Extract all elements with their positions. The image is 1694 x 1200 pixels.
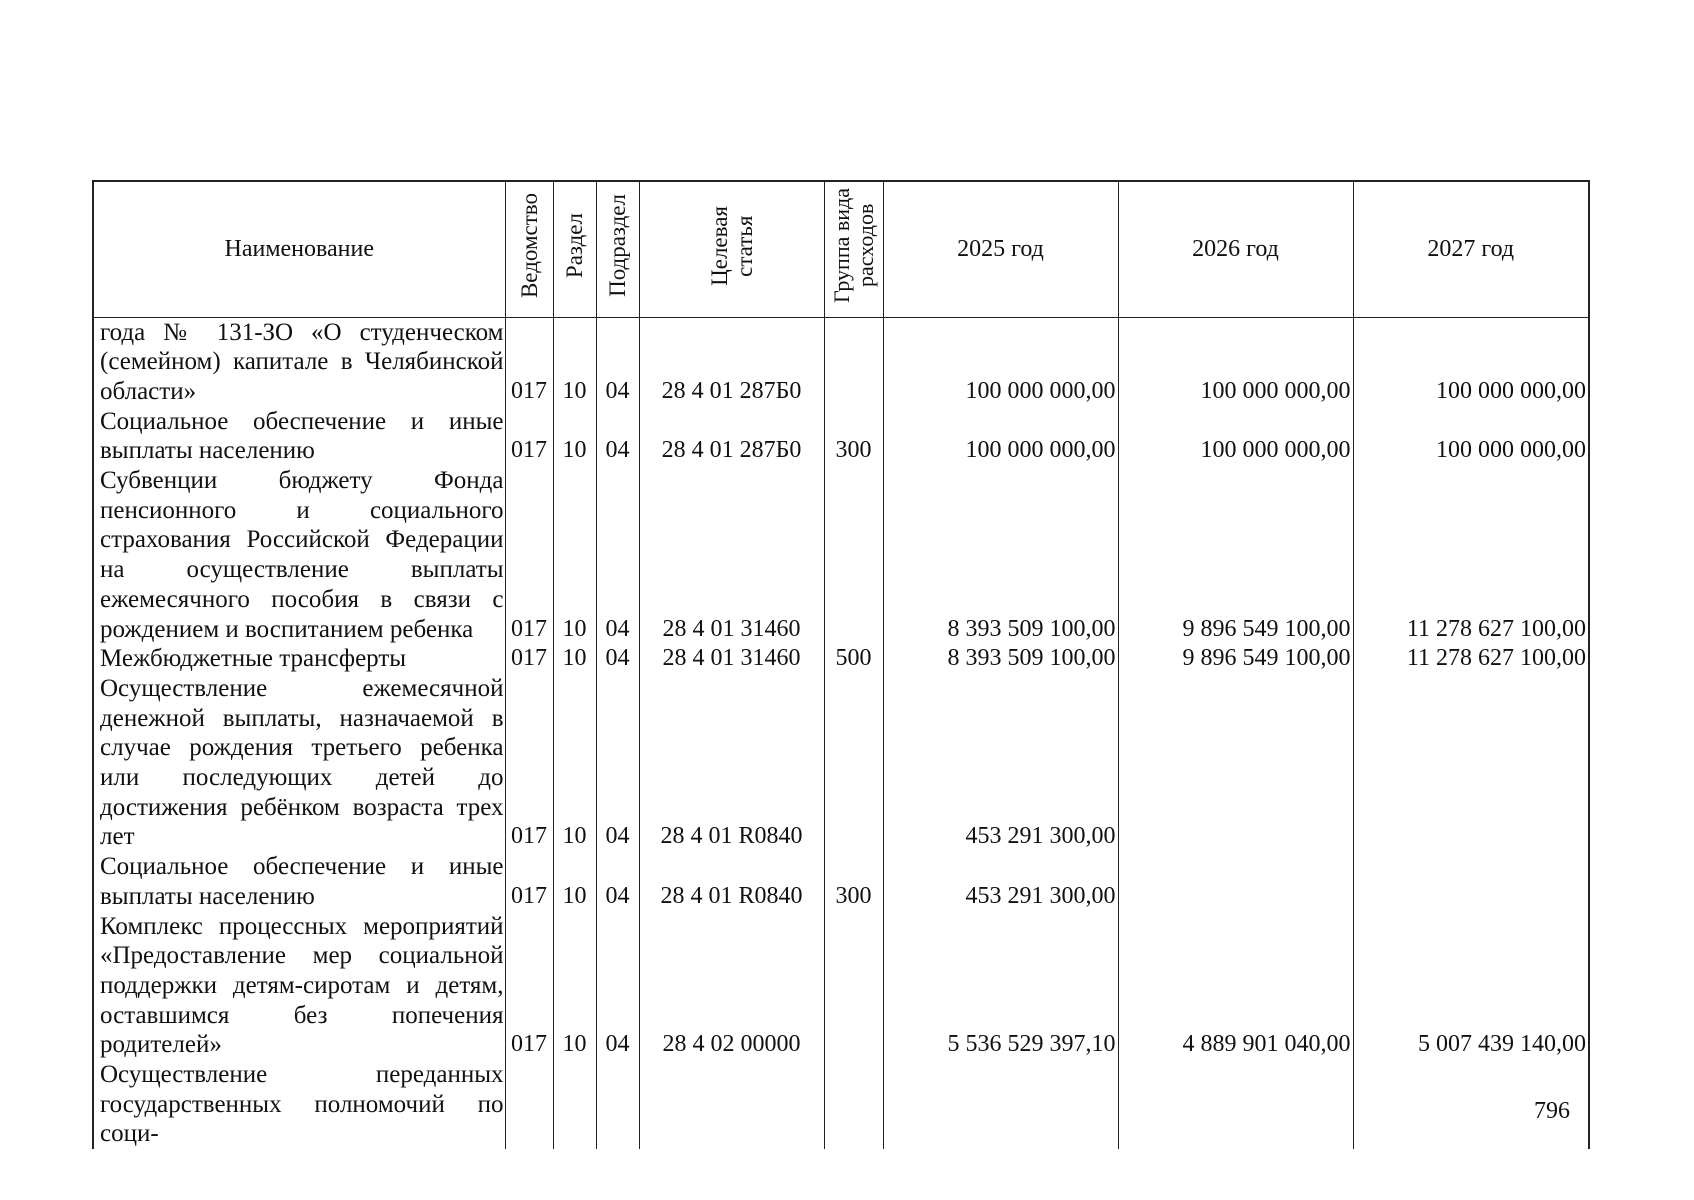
cell-amount-2026: 9 896 549 100,00: [1118, 644, 1353, 674]
header-section: Раздел: [553, 181, 596, 317]
table-row: [93, 317, 1589, 407]
cell-expense-group: 500: [824, 644, 883, 674]
cell-expense-group: 300: [824, 407, 883, 466]
cell-amount-2025: 8 393 509 100,00: [883, 644, 1118, 674]
cell-department: [505, 1060, 553, 1149]
cell-expense-group: [824, 317, 883, 407]
cell-section: 10: [553, 466, 596, 644]
cell-amount-2027: 11 278 627 100,00: [1353, 644, 1589, 674]
header-target-article: Целевая статья: [639, 181, 824, 317]
cell-target-article: 28 4 01 31460: [639, 466, 824, 644]
table-row: [93, 912, 1589, 1061]
cell-amount-2025: 100 000 000,00: [883, 407, 1118, 466]
cell-amount-2027: 11 278 627 100,00: [1353, 466, 1589, 644]
cell-target-article: 28 4 01 31460: [639, 644, 824, 674]
cell-target-article: 28 4 01 287Б0: [639, 407, 824, 466]
cell-section: 10: [553, 317, 596, 407]
cell-amount-2027: [1353, 852, 1589, 911]
table-row: [93, 852, 1589, 911]
cell-department: 017: [505, 852, 553, 911]
cell-name: Осуществление ежемесячной денежной выплаты, назначаемой в случае рождения третьего ребенка или последующих детей до достижения ребёнком возраста трех лет: [93, 674, 505, 852]
cell-section: 10: [553, 674, 596, 852]
cell-department: 017: [505, 317, 553, 407]
cell-section: 10: [553, 407, 596, 466]
cell-amount-2027: 100 000 000,00: [1353, 407, 1589, 466]
cell-amount-2026: [1118, 852, 1353, 911]
header-department: Ведомство: [505, 181, 553, 317]
header-year-2026: 2026 год: [1118, 181, 1353, 317]
cell-department: 017: [505, 466, 553, 644]
cell-target-article: 28 4 01 R0840: [639, 852, 824, 911]
cell-section: 10: [553, 852, 596, 911]
cell-name: Осуществление переданных государственных полномочий по соци-: [93, 1060, 505, 1149]
cell-name: Комплекс процессных мероприятий «Предоставление мер социальной поддержки детям-сиротам и детям, оставшимся без попечения родителей»: [93, 912, 505, 1061]
cell-expense-group: [824, 674, 883, 852]
cell-amount-2026: 4 889 901 040,00: [1118, 912, 1353, 1061]
cell-name: Межбюджетные трансферты: [93, 644, 505, 674]
cell-amount-2027: 100 000 000,00: [1353, 317, 1589, 407]
header-expense-group: Группа вида расходов: [824, 181, 883, 317]
cell-subsection: 04: [596, 317, 639, 407]
cell-subsection: [596, 1060, 639, 1149]
page-number: 796: [1534, 1098, 1570, 1124]
cell-name: года № 131-ЗО «О студенческом (семейном) капитале в Челябинской области»: [93, 317, 505, 407]
cell-name: Социальное обеспечение и иные выплаты населению: [93, 852, 505, 911]
cell-amount-2026: [1118, 674, 1353, 852]
table-row: [93, 644, 1589, 674]
cell-expense-group: [824, 1060, 883, 1149]
table-row: [93, 1060, 1589, 1149]
header-year-2025: 2025 год: [883, 181, 1118, 317]
cell-department: 017: [505, 407, 553, 466]
cell-amount-2025: 100 000 000,00: [883, 317, 1118, 407]
cell-name: Социальное обеспечение и иные выплаты населению: [93, 407, 505, 466]
cell-section: 10: [553, 644, 596, 674]
cell-section: 10: [553, 912, 596, 1061]
cell-amount-2026: [1118, 1060, 1353, 1149]
cell-subsection: 04: [596, 466, 639, 644]
cell-amount-2025: [883, 1060, 1118, 1149]
cell-subsection: 04: [596, 912, 639, 1061]
header-subsection: Подраздел: [596, 181, 639, 317]
cell-subsection: 04: [596, 407, 639, 466]
cell-amount-2027: 5 007 439 140,00: [1353, 912, 1589, 1061]
budget-table: [92, 180, 1590, 1149]
cell-amount-2026: 100 000 000,00: [1118, 317, 1353, 407]
cell-target-article: [639, 1060, 824, 1149]
cell-amount-2026: 100 000 000,00: [1118, 407, 1353, 466]
cell-target-article: 28 4 02 00000: [639, 912, 824, 1061]
cell-target-article: 28 4 01 R0840: [639, 674, 824, 852]
table-row: [93, 407, 1589, 466]
cell-amount-2027: [1353, 674, 1589, 852]
cell-department: 017: [505, 912, 553, 1061]
header-name: Наименование: [93, 181, 505, 317]
header-year-2027: 2027 год: [1353, 181, 1589, 317]
cell-subsection: 04: [596, 644, 639, 674]
cell-target-article: 28 4 01 287Б0: [639, 317, 824, 407]
cell-amount-2025: 453 291 300,00: [883, 852, 1118, 911]
cell-expense-group: 300: [824, 852, 883, 911]
table-body: [93, 317, 1589, 1149]
cell-amount-2025: 5 536 529 397,10: [883, 912, 1118, 1061]
cell-amount-2025: 453 291 300,00: [883, 674, 1118, 852]
cell-amount-2026: 9 896 549 100,00: [1118, 466, 1353, 644]
cell-subsection: 04: [596, 674, 639, 852]
cell-expense-group: [824, 466, 883, 644]
cell-department: 017: [505, 644, 553, 674]
cell-subsection: 04: [596, 852, 639, 911]
cell-section: [553, 1060, 596, 1149]
table-row: [93, 466, 1589, 644]
cell-name: Субвенции бюджету Фонда пенсионного и социального страхования Российской Федерации на осуществление выплаты ежемесячного пособия в связи с рождением и воспитанием ребенка: [93, 466, 505, 644]
cell-department: 017: [505, 674, 553, 852]
cell-amount-2025: 8 393 509 100,00: [883, 466, 1118, 644]
cell-expense-group: [824, 912, 883, 1061]
table-row: [93, 674, 1589, 852]
table-header: [93, 181, 1589, 317]
